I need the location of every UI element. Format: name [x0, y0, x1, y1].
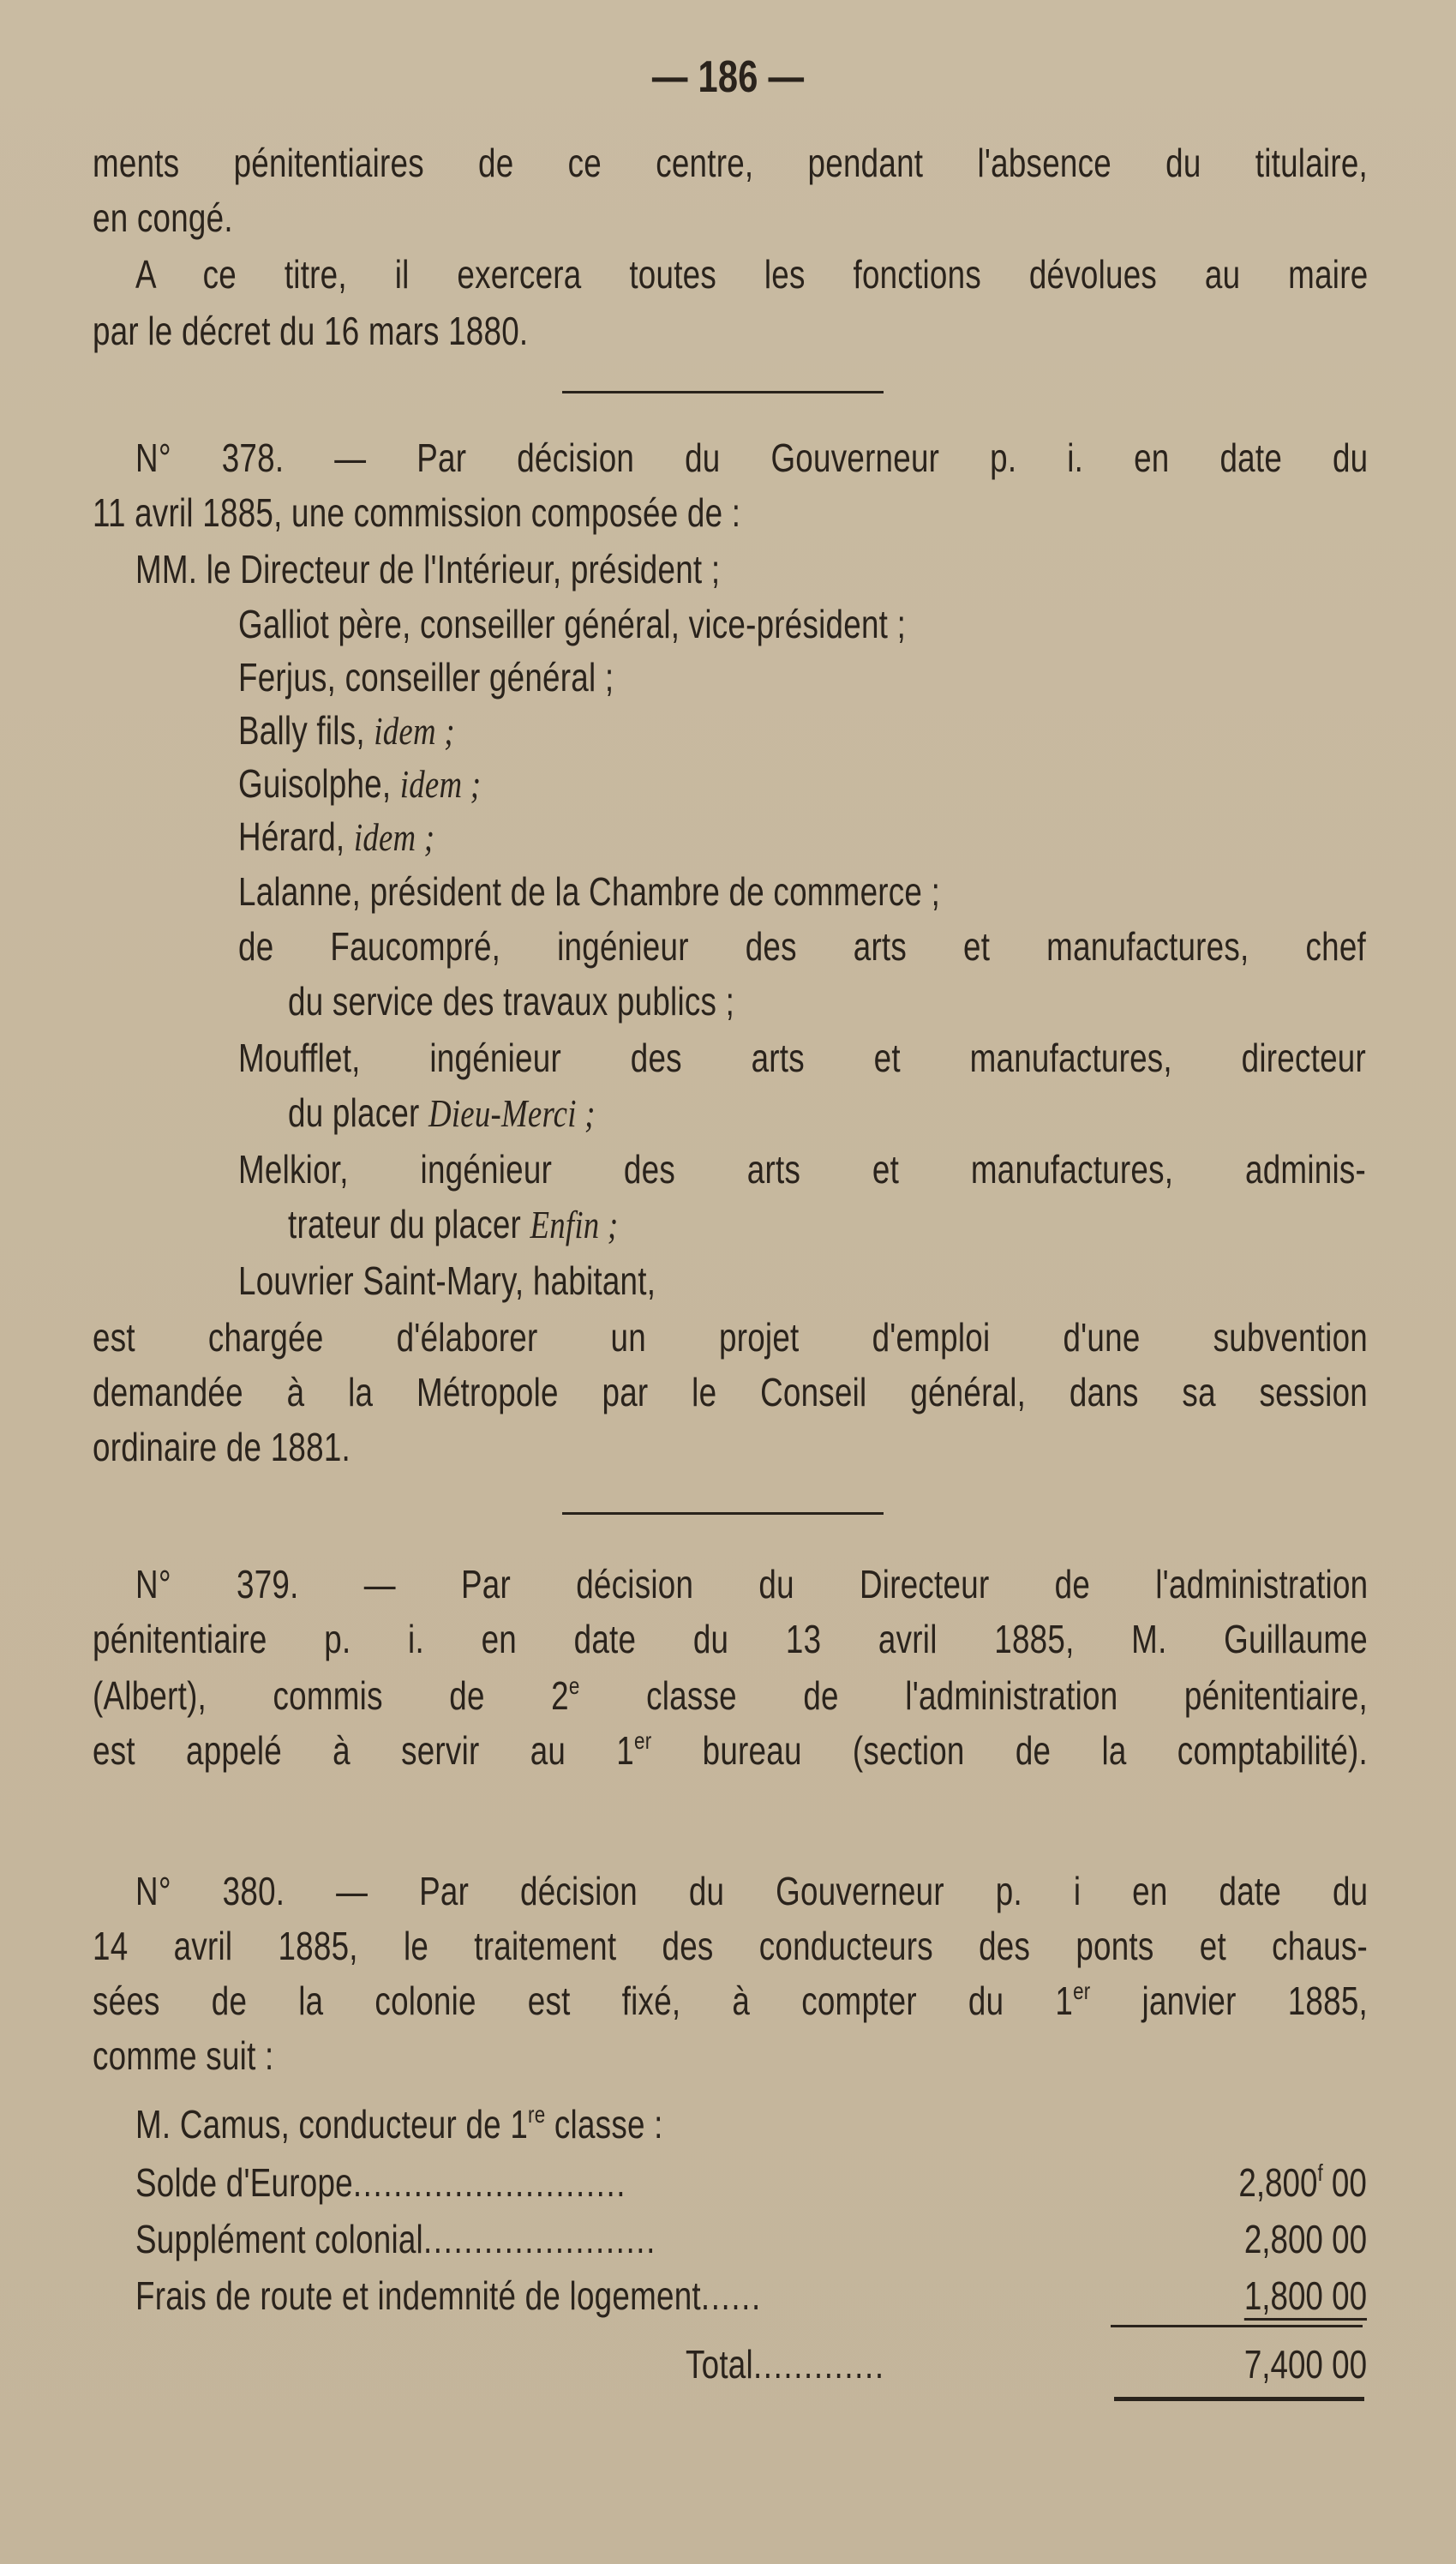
n378-end-3: ordinaire de 1881. — [93, 1425, 351, 1469]
member-line: Melkior, ingénieur des arts et manufactures, adminis- — [238, 1147, 1366, 1192]
n380-line-2: 14 avril 1885, le traitement des conducteurs des ponts et chaus- — [93, 1924, 1368, 1968]
intro-line-4: par le décret du 16 mars 1880. — [93, 309, 529, 353]
intro-line-1: ments pénitentiaires de ce centre, pendant l'absence du titulaire, — [93, 141, 1368, 185]
member-line: Guisolphe, idem ; — [238, 761, 482, 806]
total-rule — [1111, 2325, 1363, 2327]
member-line: du service des travaux publics ; — [288, 979, 735, 1024]
member-line: du placer Dieu-Merci ; — [288, 1090, 596, 1135]
member-line: MM. le Directeur de l'Intérieur, président ; — [135, 547, 721, 591]
intro-line-2: en congé. — [93, 195, 233, 240]
n378-end-2: demandée à la Métropole par le Conseil général, dans sa session — [93, 1370, 1368, 1414]
member-line: Hérard, idem ; — [238, 814, 435, 859]
n380-line-4: comme suit : — [93, 2033, 274, 2078]
total-amount: 7,400 00 — [1243, 2342, 1367, 2387]
page-number: — 186 — — [651, 52, 805, 102]
n380-line-3: sées de la colonie est fixé, à compter du 1er janvier 1885, — [93, 1978, 1368, 2023]
n378-line-2: 11 avril 1885, une commission composée de : — [93, 490, 741, 535]
member-line: Moufflet, ingénieur des arts et manufactures, directeur — [238, 1036, 1366, 1080]
member-line: Galliot père, conseiller général, vice-président ; — [238, 602, 907, 646]
salary-row-label: Frais de route et indemnité de logement...... — [135, 2273, 762, 2318]
section-divider — [562, 391, 884, 393]
salary-row-amount: 2,800 00 — [1243, 2217, 1367, 2261]
n379-line-1: N° 379. — Par décision du Directeur de l'administration — [135, 1562, 1369, 1606]
member-line: Bally fils, idem ; — [238, 708, 455, 753]
section-divider — [562, 1512, 884, 1515]
member-line: trateur du placer Enfin ; — [288, 1202, 619, 1246]
n379-line-3: (Albert), commis de 2e classe de l'administration pénitentiaire, — [93, 1672, 1368, 1718]
n380-person: M. Camus, conducteur de 1re classe : — [135, 2101, 663, 2147]
n379-line-4: est appelé à servir au 1er bureau (section de la comptabilité). — [93, 1727, 1369, 1773]
n379-line-2: pénitentiaire p. i. en date du 13 avril 1885, M. Guillaume — [93, 1617, 1368, 1661]
intro-line-3: A ce titre, il exercera toutes les fonctions dévolues au maire — [135, 252, 1369, 297]
total-double-rule — [1114, 2397, 1364, 2401]
n380-line-1: N° 380. — Par décision du Gouverneur p. i en date du — [135, 1869, 1369, 1913]
n378-line-1: N° 378. — Par décision du Gouverneur p. i. en date du — [135, 435, 1369, 480]
salary-row-amount: 1,800 00 — [1244, 2270, 1367, 2321]
salary-row-label: Solde d'Europe........................... — [135, 2160, 627, 2205]
member-line: Louvrier Saint-Mary, habitant, — [238, 1258, 656, 1303]
salary-row-amount: 2,800$^f$ 00 — [1238, 2159, 1367, 2205]
member-line: de Faucompré, ingénieur des arts et manufactures, chef — [238, 924, 1366, 969]
member-line: Ferjus, conseiller général ; — [238, 655, 614, 700]
member-line: Lalanne, président de la Chambre de commerce ; — [238, 869, 941, 914]
n378-end-1: est chargée d'élaborer un projet d'emploi d'une subvention — [93, 1315, 1368, 1360]
total-label: Total............. — [686, 2342, 885, 2387]
salary-row-label: Supplément colonial....................... — [135, 2217, 656, 2261]
